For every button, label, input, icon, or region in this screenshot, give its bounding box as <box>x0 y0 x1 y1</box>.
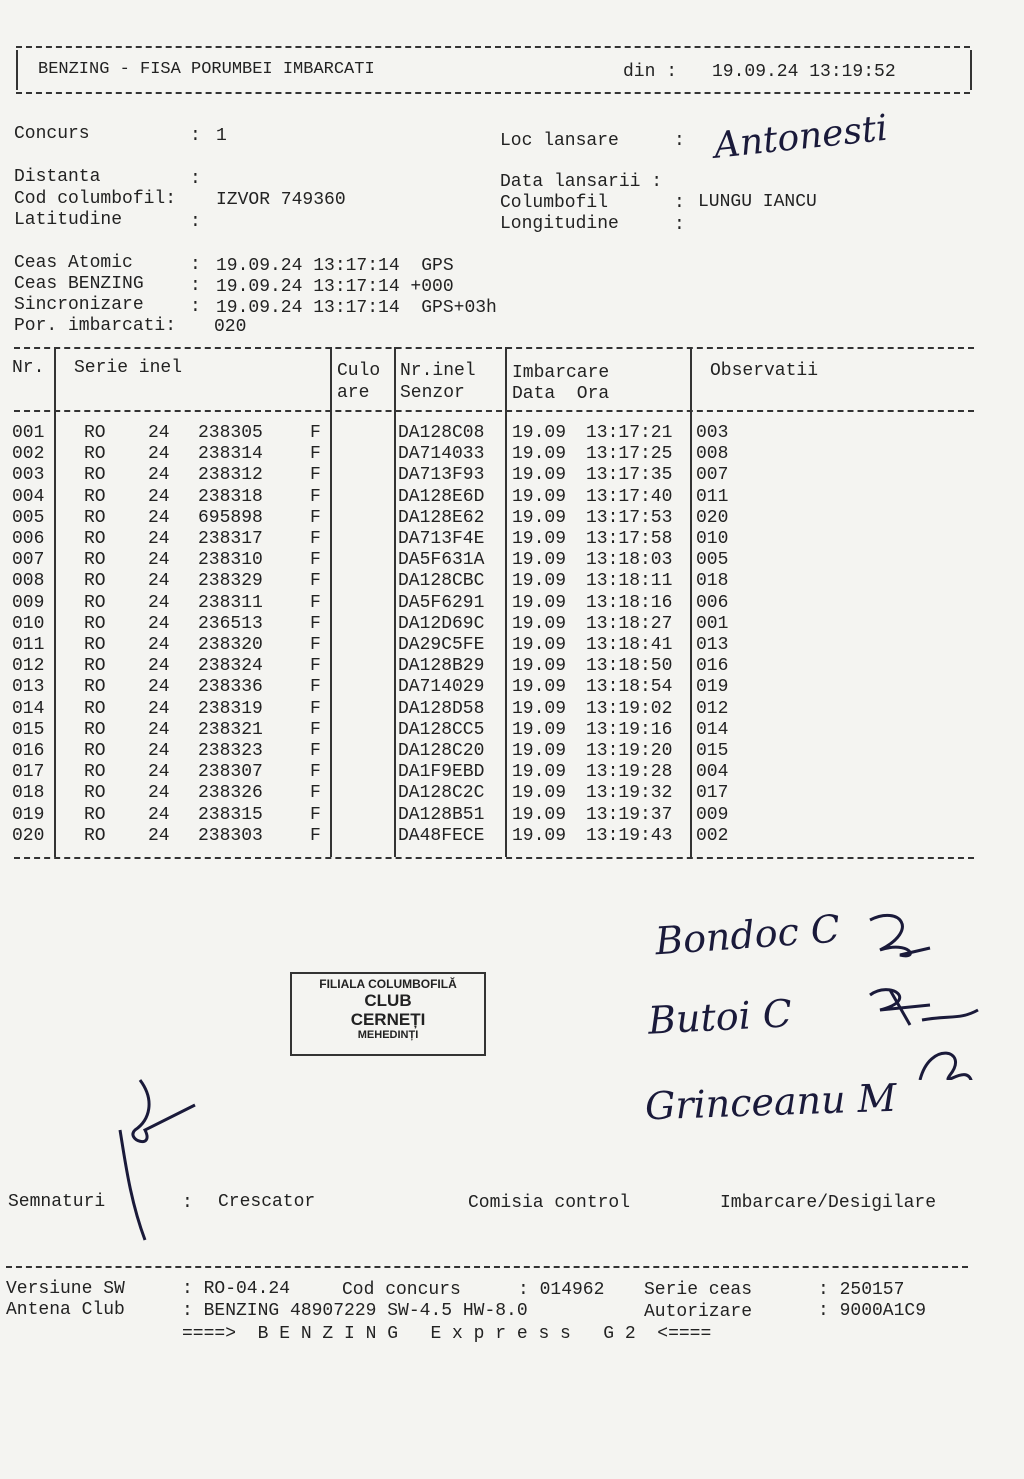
cell-time: 13:18:50 <box>586 656 673 677</box>
cell-ring-number: 695898 <box>198 507 263 528</box>
cell-sensor: DA29C5FE <box>398 635 485 655</box>
cell-time: 13:17:40 <box>586 486 673 507</box>
cell-year: 24 <box>148 804 170 825</box>
benzing-banner: ====> B E N Z I N G E x p r e s s G 2 <==== <box>182 1324 712 1344</box>
cell-time: 13:19:28 <box>586 762 673 783</box>
table-row <box>0 677 1000 698</box>
cell-time: 13:18:03 <box>586 550 673 571</box>
cell-time: 13:19:32 <box>586 783 673 804</box>
cell-ring-number: 238326 <box>198 783 263 804</box>
col-header-serie: Serie inel <box>74 358 183 378</box>
crescator-label: Crescator <box>218 1192 316 1212</box>
cell-sex: F <box>310 423 321 443</box>
club-stamp <box>290 972 486 1056</box>
cell-country: RO <box>84 571 106 592</box>
cell-date: 19.09 <box>512 507 567 528</box>
document-title: BENZING - FISA PORUMBEI IMBARCATI <box>38 60 375 79</box>
cell-nr: 012 <box>12 656 45 677</box>
cell-sensor: DA128CBC <box>398 571 485 592</box>
cell-country: RO <box>84 550 106 571</box>
cell-country: RO <box>84 804 106 825</box>
columbofil-colon: : <box>674 193 685 213</box>
cell-observation: 014 <box>696 719 729 740</box>
stamp-line-4: MEHEDINȚI <box>357 1029 419 1041</box>
cell-observation: 017 <box>696 783 729 804</box>
cell-country: RO <box>84 825 106 846</box>
cell-ring-number: 238310 <box>198 550 263 571</box>
stamp-line-2: CLUB <box>364 991 412 1010</box>
cell-date: 19.09 <box>512 825 567 846</box>
cell-sex: F <box>310 698 321 719</box>
cell-observation: 001 <box>696 613 729 634</box>
cell-time: 13:17:53 <box>586 507 673 528</box>
table-row <box>0 550 1000 571</box>
col-header-culoare-2: are <box>337 383 370 403</box>
cell-date: 19.09 <box>512 698 567 719</box>
cell-year: 24 <box>148 613 170 634</box>
versiune-value: : RO-04.24 <box>182 1279 291 1299</box>
antena-club-value: : BENZING 48907229 SW-4.5 HW-8.0 <box>182 1301 528 1321</box>
handwritten-name-3: Grinceanu M <box>644 1075 898 1129</box>
header-right-border <box>970 50 972 90</box>
cell-year: 24 <box>148 783 170 804</box>
stamp-line-1: FILIALA COLUMBOFILĂ <box>319 977 457 991</box>
concurs-label: Concurs <box>14 124 90 144</box>
imbarcare-desigilare-label: Imbarcare/Desigilare <box>720 1193 937 1213</box>
cell-observation: 004 <box>696 762 729 783</box>
cell-ring-number: 236513 <box>198 613 263 634</box>
cell-year: 24 <box>148 762 170 783</box>
loc-lansare-handwritten: Antonesti <box>712 107 890 167</box>
ceas-benzing-value: 19.09.24 13:17:14 +000 <box>216 277 454 297</box>
cell-country: RO <box>84 423 106 443</box>
cell-observation: 007 <box>696 465 729 486</box>
cell-sensor: DA713F93 <box>398 465 485 486</box>
cell-nr: 008 <box>12 571 45 592</box>
header-left-border <box>16 50 18 90</box>
table-row <box>0 614 1000 635</box>
table-row <box>0 699 1000 720</box>
cell-country: RO <box>84 719 106 740</box>
header-bottom-border <box>16 92 970 94</box>
cell-sensor: DA128C20 <box>398 741 485 761</box>
cell-sex: F <box>310 677 321 698</box>
cell-country: RO <box>84 444 106 465</box>
table-row <box>0 444 1000 465</box>
cell-year: 24 <box>148 719 170 740</box>
cell-ring-number: 238303 <box>198 825 263 846</box>
cell-nr: 016 <box>12 741 45 761</box>
cell-sex: F <box>310 741 321 761</box>
table-row <box>0 423 1000 444</box>
versiune-label: Versiune SW <box>6 1279 125 1299</box>
latitudine-label: Latitudine <box>14 210 123 230</box>
cell-observation: 020 <box>696 507 729 528</box>
cell-sensor: DA128B29 <box>398 656 485 677</box>
table-row <box>0 656 1000 677</box>
cell-date: 19.09 <box>512 677 567 698</box>
cell-observation: 005 <box>696 550 729 571</box>
cell-sex: F <box>310 486 321 507</box>
col-header-culoare-1: Culo <box>337 361 381 381</box>
cell-ring-number: 238305 <box>198 423 263 443</box>
cell-nr: 018 <box>12 783 45 804</box>
cod-columbofil-value: IZVOR 749360 <box>216 190 346 210</box>
cell-observation: 012 <box>696 698 729 719</box>
cell-sensor: DA128D58 <box>398 698 485 719</box>
cell-observation: 009 <box>696 804 729 825</box>
cell-sensor: DA5F631A <box>398 550 485 571</box>
cell-observation: 010 <box>696 529 729 549</box>
cell-time: 13:19:37 <box>586 804 673 825</box>
table-row <box>0 635 1000 656</box>
concurs-value: 1 <box>216 126 227 146</box>
serie-ceas-value: : 250157 <box>818 1280 905 1300</box>
por-imbarcati-value: 020 <box>214 317 247 337</box>
cell-observation: 002 <box>696 825 729 846</box>
col-header-imbarcare-2: Data Ora <box>512 384 610 404</box>
handwritten-name-2: Butoi C <box>646 991 793 1043</box>
cell-ring-number: 238320 <box>198 635 263 655</box>
cell-sensor: DA48FECE <box>398 825 485 846</box>
cell-observation: 011 <box>696 486 729 507</box>
cell-nr: 001 <box>12 423 45 443</box>
distanta-label: Distanta <box>14 167 101 187</box>
cell-sex: F <box>310 507 321 528</box>
cell-date: 19.09 <box>512 613 567 634</box>
table-row <box>0 720 1000 741</box>
col-header-nr: Nr. <box>12 358 45 378</box>
cell-year: 24 <box>148 486 170 507</box>
cell-year: 24 <box>148 656 170 677</box>
cell-date: 19.09 <box>512 635 567 655</box>
sincronizare-label: Sincronizare <box>14 295 144 315</box>
col-header-nrinel-2: Senzor <box>400 383 465 403</box>
ceas-benzing-label: Ceas BENZING <box>14 274 144 294</box>
stamp-line-3: CERNEȚI <box>350 1010 426 1029</box>
cell-sex: F <box>310 656 321 677</box>
cell-sex: F <box>310 762 321 783</box>
cell-ring-number: 238321 <box>198 719 263 740</box>
antena-club-label: Antena Club <box>6 1300 125 1320</box>
cell-nr: 007 <box>12 550 45 571</box>
latitudine-colon: : <box>190 212 201 232</box>
columbofil-label: Columbofil <box>500 193 609 213</box>
cod-columbofil-label: Cod columbofil: <box>14 189 177 209</box>
cell-nr: 002 <box>12 444 45 465</box>
cell-country: RO <box>84 762 106 783</box>
cell-time: 13:18:11 <box>586 571 673 592</box>
sincronizare-value: 19.09.24 13:17:14 GPS+03h <box>216 298 497 318</box>
cell-time: 13:18:16 <box>586 592 673 613</box>
cell-nr: 005 <box>12 507 45 528</box>
cell-year: 24 <box>148 825 170 846</box>
table-bottom-border <box>14 857 974 859</box>
table-row <box>0 783 1000 804</box>
cell-ring-number: 238329 <box>198 571 263 592</box>
cell-country: RO <box>84 741 106 761</box>
cell-nr: 014 <box>12 698 45 719</box>
cell-sex: F <box>310 571 321 592</box>
cell-ring-number: 238312 <box>198 465 263 486</box>
concurs-colon: : <box>190 126 201 146</box>
serie-ceas-label: Serie ceas <box>644 1280 753 1300</box>
cell-ring-number: 238315 <box>198 804 263 825</box>
cell-year: 24 <box>148 571 170 592</box>
cell-country: RO <box>84 486 106 507</box>
cell-observation: 016 <box>696 656 729 677</box>
cell-year: 24 <box>148 635 170 655</box>
cell-ring-number: 238324 <box>198 656 263 677</box>
cell-sex: F <box>310 719 321 740</box>
semnaturi-colon: : <box>182 1193 193 1213</box>
longitudine-colon: : <box>674 215 685 235</box>
cell-sensor: DA713F4E <box>398 529 485 549</box>
cell-year: 24 <box>148 592 170 613</box>
cell-year: 24 <box>148 677 170 698</box>
ceas-atomic-label: Ceas Atomic <box>14 253 133 273</box>
cell-sex: F <box>310 592 321 613</box>
cod-concurs-value: : 014962 <box>518 1280 605 1300</box>
table-row <box>0 508 1000 529</box>
ceas-atomic-value: 19.09.24 13:17:14 GPS <box>216 256 454 276</box>
cell-nr: 015 <box>12 719 45 740</box>
cell-date: 19.09 <box>512 529 567 549</box>
cell-year: 24 <box>148 698 170 719</box>
data-lansarii-label: Data lansarii : <box>500 172 663 192</box>
table-row <box>0 826 1000 847</box>
cell-time: 13:18:41 <box>586 635 673 655</box>
autorizare-label: Autorizare <box>644 1302 753 1322</box>
table-row <box>0 762 1000 783</box>
cell-country: RO <box>84 529 106 549</box>
cell-ring-number: 238307 <box>198 762 263 783</box>
crescator-signature <box>105 1070 205 1250</box>
sincronizare-colon: : <box>190 297 201 317</box>
cell-sensor: DA12D69C <box>398 613 485 634</box>
cell-time: 13:18:54 <box>586 677 673 698</box>
cell-time: 13:17:25 <box>586 444 673 465</box>
cell-sensor: DA128E6D <box>398 486 485 507</box>
cell-country: RO <box>84 656 106 677</box>
cell-sensor: DA128CC5 <box>398 719 485 740</box>
cell-date: 19.09 <box>512 423 567 443</box>
cell-ring-number: 238319 <box>198 698 263 719</box>
cell-sex: F <box>310 550 321 571</box>
cell-nr: 003 <box>12 465 45 486</box>
loc-lansare-colon: : <box>674 131 685 151</box>
cell-year: 24 <box>148 423 170 443</box>
cell-observation: 013 <box>696 635 729 655</box>
cell-date: 19.09 <box>512 719 567 740</box>
cell-sex: F <box>310 613 321 634</box>
cell-year: 24 <box>148 444 170 465</box>
cell-year: 24 <box>148 529 170 549</box>
cell-country: RO <box>84 635 106 655</box>
cell-sex: F <box>310 825 321 846</box>
cell-time: 13:17:58 <box>586 529 673 549</box>
longitudine-label: Longitudine <box>500 214 619 234</box>
cell-year: 24 <box>148 465 170 486</box>
cell-observation: 008 <box>696 444 729 465</box>
cell-sensor: DA128E62 <box>398 507 485 528</box>
cell-sex: F <box>310 804 321 825</box>
autorizare-value: : 9000A1C9 <box>818 1301 927 1321</box>
table-row <box>0 805 1000 826</box>
cell-country: RO <box>84 507 106 528</box>
cell-ring-number: 238311 <box>198 592 263 613</box>
table-row <box>0 529 1000 550</box>
header-date: 19.09.24 13:19:52 <box>712 62 896 82</box>
cell-sensor: DA128C08 <box>398 423 485 443</box>
cell-ring-number: 238317 <box>198 529 263 549</box>
cell-date: 19.09 <box>512 571 567 592</box>
cell-country: RO <box>84 677 106 698</box>
cell-nr: 006 <box>12 529 45 549</box>
cell-observation: 019 <box>696 677 729 698</box>
cell-time: 13:19:43 <box>586 825 673 846</box>
cell-nr: 009 <box>12 592 45 613</box>
cell-nr: 011 <box>12 635 45 655</box>
semnaturi-label: Semnaturi <box>8 1192 106 1212</box>
cell-nr: 013 <box>12 677 45 698</box>
cell-country: RO <box>84 783 106 804</box>
cell-sex: F <box>310 529 321 549</box>
cell-sex: F <box>310 444 321 465</box>
footer-separator <box>6 1266 968 1268</box>
cell-sex: F <box>310 635 321 655</box>
cell-sensor: DA5F6291 <box>398 592 485 613</box>
header-date-label: din : <box>623 62 678 82</box>
cell-observation: 006 <box>696 592 729 613</box>
col-header-nrinel-1: Nr.inel <box>400 361 476 381</box>
cell-ring-number: 238314 <box>198 444 263 465</box>
cell-time: 13:19:02 <box>586 698 673 719</box>
cell-observation: 015 <box>696 741 729 761</box>
cell-nr: 019 <box>12 804 45 825</box>
columbofil-value: LUNGU IANCU <box>698 192 817 212</box>
cell-nr: 004 <box>12 486 45 507</box>
table-body <box>0 423 1000 853</box>
cell-observation: 018 <box>696 571 729 592</box>
col-header-observatii: Observatii <box>710 361 819 381</box>
cell-time: 13:19:16 <box>586 719 673 740</box>
cell-date: 19.09 <box>512 550 567 571</box>
cell-country: RO <box>84 698 106 719</box>
cod-concurs-label: Cod concurs <box>342 1280 461 1300</box>
handwritten-name-1: Bondoc C <box>653 906 842 964</box>
table-top-border <box>14 347 974 349</box>
cell-sensor: DA714029 <box>398 677 485 698</box>
cell-sensor: DA714033 <box>398 444 485 465</box>
cell-date: 19.09 <box>512 444 567 465</box>
cell-time: 13:19:20 <box>586 741 673 761</box>
table-row <box>0 487 1000 508</box>
loc-lansare-label: Loc lansare <box>500 131 619 151</box>
ceas-atomic-colon: : <box>190 255 201 275</box>
cell-sensor: DA128C2C <box>398 783 485 804</box>
cell-ring-number: 238336 <box>198 677 263 698</box>
table-row <box>0 593 1000 614</box>
cell-year: 24 <box>148 550 170 571</box>
table-row <box>0 465 1000 486</box>
cell-sensor: DA128B51 <box>398 804 485 825</box>
cell-nr: 017 <box>12 762 45 783</box>
cell-date: 19.09 <box>512 486 567 507</box>
cell-sex: F <box>310 783 321 804</box>
cell-nr: 020 <box>12 825 45 846</box>
cell-time: 13:17:35 <box>586 465 673 486</box>
cell-date: 19.09 <box>512 592 567 613</box>
cell-year: 24 <box>148 741 170 761</box>
cell-country: RO <box>84 613 106 634</box>
cell-date: 19.09 <box>512 762 567 783</box>
cell-date: 19.09 <box>512 804 567 825</box>
cell-sensor: DA1F9EBD <box>398 762 485 783</box>
cell-observation: 003 <box>696 423 729 443</box>
header-top-border <box>16 46 970 48</box>
cell-year: 24 <box>148 507 170 528</box>
table-row <box>0 741 1000 762</box>
cell-date: 19.09 <box>512 741 567 761</box>
cell-time: 13:17:21 <box>586 423 673 443</box>
por-imbarcati-label: Por. imbarcati: <box>14 316 177 336</box>
comisia-control-label: Comisia control <box>468 1193 631 1213</box>
cell-sex: F <box>310 465 321 486</box>
table-row <box>0 571 1000 592</box>
cell-date: 19.09 <box>512 465 567 486</box>
cell-ring-number: 238318 <box>198 486 263 507</box>
cell-date: 19.09 <box>512 656 567 677</box>
cell-date: 19.09 <box>512 783 567 804</box>
table-header-separator <box>14 410 974 412</box>
distanta-colon: : <box>190 169 201 189</box>
signature-scribbles <box>860 900 980 1080</box>
ceas-benzing-colon: : <box>190 276 201 296</box>
cell-time: 13:18:27 <box>586 613 673 634</box>
cell-nr: 010 <box>12 613 45 634</box>
cell-country: RO <box>84 465 106 486</box>
col-header-imbarcare-1: Imbarcare <box>512 363 610 383</box>
cell-ring-number: 238323 <box>198 741 263 761</box>
cell-country: RO <box>84 592 106 613</box>
